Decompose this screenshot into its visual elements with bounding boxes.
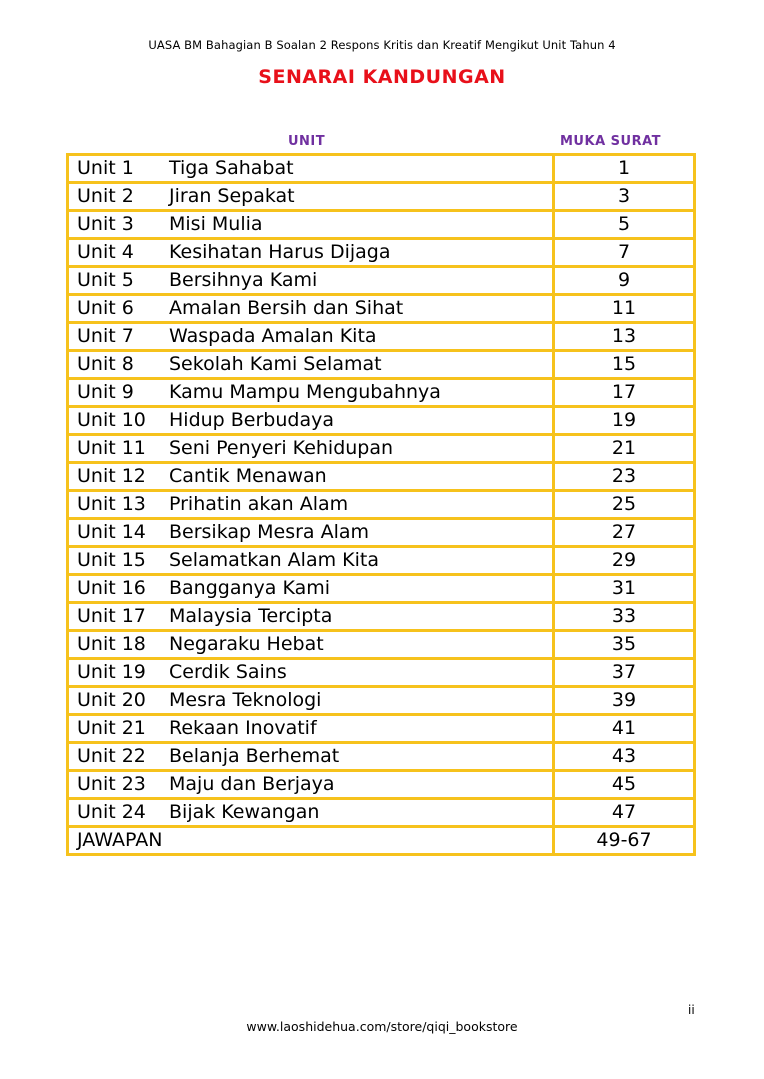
table-row xyxy=(68,659,695,687)
page-cell: 17 xyxy=(554,379,695,407)
unit-number: Unit 23 xyxy=(77,773,146,795)
column-heading-page: MUKA SURAT xyxy=(560,134,662,149)
page-cell: 21 xyxy=(554,435,695,463)
table-row xyxy=(68,771,695,799)
table-row xyxy=(68,547,695,575)
answers-label: JAWAPAN xyxy=(68,827,554,855)
table-row xyxy=(68,799,695,827)
table-row xyxy=(68,575,695,603)
page-cell: 39 xyxy=(554,687,695,715)
table-row xyxy=(68,407,695,435)
unit-number: Unit 14 xyxy=(77,521,146,543)
table-row xyxy=(68,463,695,491)
table-row xyxy=(68,379,695,407)
unit-number: Unit 6 xyxy=(77,297,134,319)
unit-title: Bangganya Kami xyxy=(169,577,331,599)
page-cell: 7 xyxy=(554,239,695,267)
unit-cell xyxy=(68,715,554,743)
unit-cell xyxy=(68,631,554,659)
unit-number: Unit 15 xyxy=(77,549,146,571)
unit-number: Unit 19 xyxy=(77,661,146,683)
unit-cell xyxy=(68,351,554,379)
page-cell: 1 xyxy=(554,155,695,183)
table-row xyxy=(68,491,695,519)
table-row xyxy=(68,267,695,295)
page-cell: 45 xyxy=(554,771,695,799)
table-row xyxy=(68,519,695,547)
table-row xyxy=(68,239,695,267)
unit-cell xyxy=(68,463,554,491)
answers-row xyxy=(68,827,695,855)
unit-number: Unit 20 xyxy=(77,689,146,711)
unit-cell xyxy=(68,771,554,799)
unit-title: Misi Mulia xyxy=(169,213,263,235)
contents-table-body xyxy=(68,155,695,855)
page-cell: 35 xyxy=(554,631,695,659)
unit-title: Sekolah Kami Selamat xyxy=(169,353,382,375)
unit-number: Unit 7 xyxy=(77,325,134,347)
page-cell: 23 xyxy=(554,463,695,491)
page-cell: 27 xyxy=(554,519,695,547)
unit-title: Tiga Sahabat xyxy=(169,157,294,179)
unit-title: Waspada Amalan Kita xyxy=(169,325,377,347)
unit-number: Unit 5 xyxy=(77,269,134,291)
unit-number: Unit 16 xyxy=(77,577,146,599)
table-row xyxy=(68,155,695,183)
page-cell: 33 xyxy=(554,603,695,631)
unit-title: Jiran Sepakat xyxy=(169,185,295,207)
unit-cell xyxy=(68,295,554,323)
unit-title: Selamatkan Alam Kita xyxy=(169,549,379,571)
unit-cell xyxy=(68,603,554,631)
unit-cell xyxy=(68,799,554,827)
table-row xyxy=(68,183,695,211)
table-row xyxy=(68,435,695,463)
table-row xyxy=(68,323,695,351)
unit-number: Unit 13 xyxy=(77,493,146,515)
unit-cell xyxy=(68,267,554,295)
unit-cell xyxy=(68,687,554,715)
table-row xyxy=(68,631,695,659)
page-cell: 25 xyxy=(554,491,695,519)
unit-title: Malaysia Tercipta xyxy=(169,605,333,627)
unit-number: Unit 11 xyxy=(77,437,146,459)
unit-title: Rekaan Inovatif xyxy=(169,717,317,739)
page-cell: 41 xyxy=(554,715,695,743)
unit-title: Cantik Menawan xyxy=(169,465,327,487)
unit-title: Kamu Mampu Mengubahnya xyxy=(169,381,441,403)
unit-number: Unit 1 xyxy=(77,157,134,179)
unit-title: Hidup Berbudaya xyxy=(169,409,334,431)
unit-cell xyxy=(68,379,554,407)
page-cell: 3 xyxy=(554,183,695,211)
unit-title: Belanja Berhemat xyxy=(169,745,340,767)
footer-url: www.laoshidehua.com/store/qiqi_bookstore xyxy=(246,1019,518,1034)
page-cell: 9 xyxy=(554,267,695,295)
unit-title: Prihatin akan Alam xyxy=(169,493,349,515)
unit-number: Unit 24 xyxy=(77,801,146,823)
contents-table xyxy=(66,153,696,856)
table-row xyxy=(68,351,695,379)
unit-title: Bijak Kewangan xyxy=(169,801,320,823)
unit-cell xyxy=(68,435,554,463)
unit-number: Unit 8 xyxy=(77,353,134,375)
unit-cell xyxy=(68,547,554,575)
unit-cell xyxy=(68,323,554,351)
unit-number: Unit 17 xyxy=(77,605,146,627)
page-cell: 31 xyxy=(554,575,695,603)
unit-number: Unit 18 xyxy=(77,633,146,655)
unit-cell xyxy=(68,491,554,519)
table-row xyxy=(68,211,695,239)
unit-number: Unit 22 xyxy=(77,745,146,767)
unit-cell xyxy=(68,183,554,211)
unit-title: Amalan Bersih dan Sihat xyxy=(169,297,404,319)
table-row xyxy=(68,603,695,631)
page-cell: 37 xyxy=(554,659,695,687)
page-cell: 13 xyxy=(554,323,695,351)
table-row xyxy=(68,295,695,323)
unit-number: Unit 2 xyxy=(77,185,134,207)
unit-cell xyxy=(68,575,554,603)
unit-title: Seni Penyeri Kehidupan xyxy=(169,437,394,459)
unit-number: Unit 12 xyxy=(77,465,146,487)
unit-cell xyxy=(68,659,554,687)
page-cell: 15 xyxy=(554,351,695,379)
page-cell: 11 xyxy=(554,295,695,323)
page-number: ii xyxy=(688,1003,695,1017)
unit-cell xyxy=(68,211,554,239)
page-cell: 43 xyxy=(554,743,695,771)
unit-title: Bersihnya Kami xyxy=(169,269,318,291)
unit-number: Unit 10 xyxy=(77,409,146,431)
answers-page: 49-67 xyxy=(554,827,695,855)
unit-cell xyxy=(68,407,554,435)
document-header: UASA BM Bahagian B Soalan 2 Respons Kritis dan Kreatif Mengikut Unit Tahun 4 xyxy=(148,38,616,52)
unit-cell xyxy=(68,519,554,547)
unit-title: Bersikap Mesra Alam xyxy=(169,521,370,543)
page-cell: 29 xyxy=(554,547,695,575)
unit-cell xyxy=(68,743,554,771)
unit-title: Cerdik Sains xyxy=(169,661,287,683)
unit-cell xyxy=(68,155,554,183)
table-row xyxy=(68,743,695,771)
page-cell: 47 xyxy=(554,799,695,827)
page-cell: 19 xyxy=(554,407,695,435)
unit-number: Unit 9 xyxy=(77,381,134,403)
unit-title: Kesihatan Harus Dijaga xyxy=(169,241,391,263)
unit-number: Unit 3 xyxy=(77,213,134,235)
column-heading-unit: UNIT xyxy=(288,134,326,149)
table-row xyxy=(68,715,695,743)
unit-number: Unit 21 xyxy=(77,717,146,739)
page-cell: 5 xyxy=(554,211,695,239)
unit-cell xyxy=(68,239,554,267)
table-row xyxy=(68,687,695,715)
unit-title: Mesra Teknologi xyxy=(169,689,322,711)
unit-number: Unit 4 xyxy=(77,241,134,263)
unit-title: Negaraku Hebat xyxy=(169,633,324,655)
unit-title: Maju dan Berjaya xyxy=(169,773,335,795)
page-title: SENARAI KANDUNGAN xyxy=(258,66,506,88)
